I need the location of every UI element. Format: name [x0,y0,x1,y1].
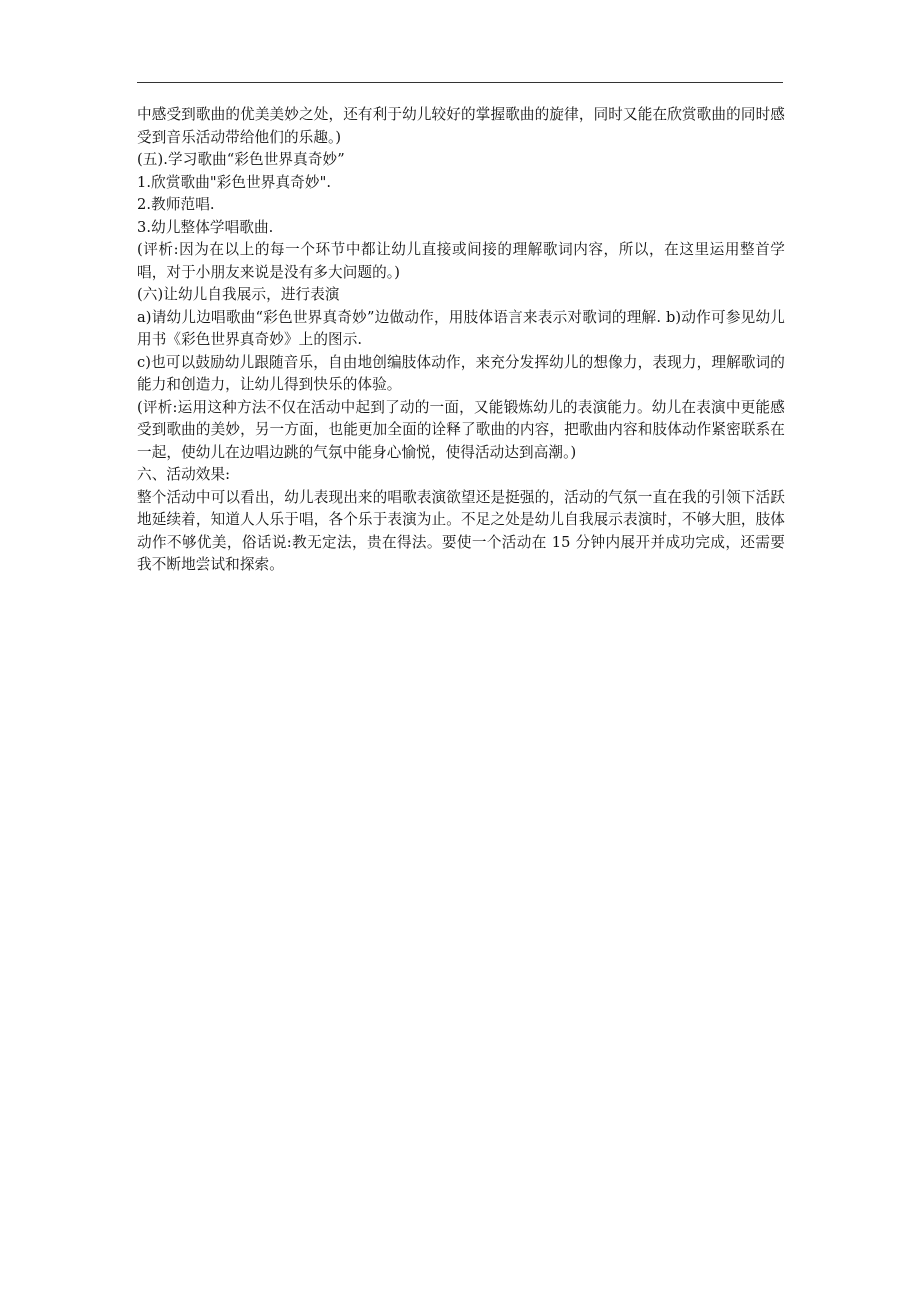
commentary-paragraph: (评析:运用这种方法不仅在活动中起到了动的一面，又能锻炼幼儿的表演能力。幼儿在表演中更能感受到歌曲的美妙，另一方面，也能更加全面的诠释了歌曲的内容，把歌曲内容和肢体动作紧密联系在一起，使幼儿在边唱边跳的气氛中能身心愉悦，使得活动达到高潮。) [137,398,785,461]
list-item-teacher-demo: 2.教师范唱. [137,196,215,213]
section-heading-learn-song: (五).学习歌曲“彩色世界真奇妙” [137,151,345,168]
paragraph-continuation: 中感受到歌曲的优美美妙之处，还有利于幼儿较好的掌握歌曲的旋律，同时又能在欣赏歌曲的同时感受到音乐活动带给他们的乐趣。) [137,106,785,146]
commentary-paragraph: (评析:因为在以上的每一个环节中都让幼儿直接或间接的理解歌词内容，所以，在这里运用整首学唱，对于小朋友来说是没有多大问题的。) [137,241,785,281]
list-item-appreciate-song: 1.欣赏歌曲"彩色世界真奇妙". [137,173,332,191]
section-heading-self-showcase: (六)让幼儿自我展示，进行表演 [137,286,340,303]
step-a-b-paragraph: a)请幼儿边唱歌曲“彩色世界真奇妙”边做动作，用肢体语言来表示对歌词的理解. b)动作可参见幼儿用书《彩色世界真奇妙》上的图示. [137,308,785,348]
header-divider [137,82,783,83]
activity-effect-paragraph: 整个活动中可以看出，幼儿表现出来的唱歌表演欲望还是挺强的，活动的气氛一直在我的引领下活跃地延续着，知道人人乐于唱，各个乐于表演为止。不足之处是幼儿自我展示表演时，不够大胆，肢体动作不够优美，俗话说:教无定法，贵在得法。要使一个活动在 15 分钟内展开并成功完成，还需要我不断地尝试和探索。 [137,488,785,573]
document-body [137,104,785,577]
section-heading-activity-effect: 六、活动效果: [137,466,231,483]
step-c-paragraph: c)也可以鼓励幼儿跟随音乐，自由地创编肢体动作，来充分发挥幼儿的想像力，表现力，理解歌词的能力和创造力，让幼儿得到快乐的体验。 [137,353,785,393]
list-item-group-singing: 3.幼儿整体学唱歌曲. [137,218,274,236]
